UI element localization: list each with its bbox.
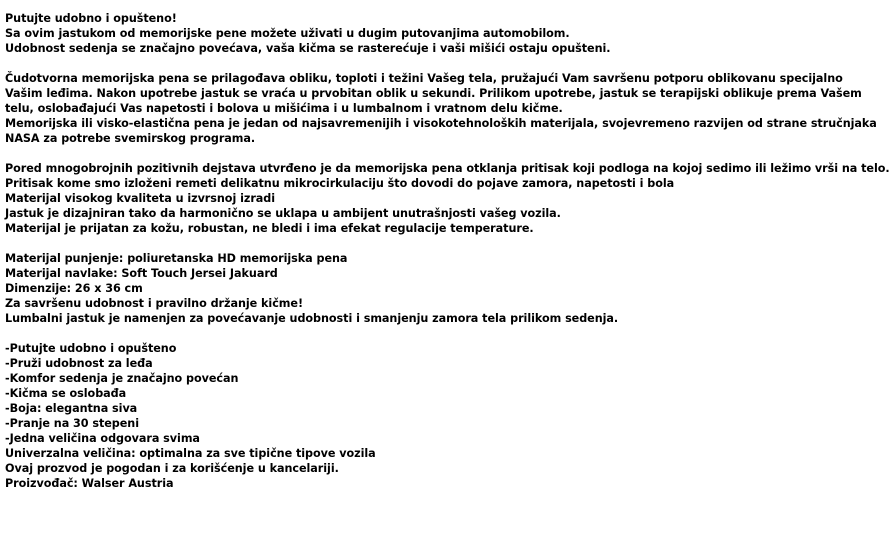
text-line: Putujte udobno i opušteno! [5, 12, 177, 25]
text-line: Materijal je prijatan za kožu, robustan, ne bledi i ima efekat regulacije temperature. [5, 222, 534, 235]
text-line: Memorijska ili visko-elastična pena je jedan od najsavremenijih i visokotehnoloških materijala, svojevremeno razvijen od strane stručnjaka [5, 117, 877, 130]
text-line: Sa ovim jastukom od memorijske pene možete uživati u dugim putovanjima automobilom. [5, 27, 570, 40]
list-item: -Jedna veličina odgovara svima [5, 432, 200, 445]
text-line: Materijal navlake: Soft Touch Jersei Jakuard [5, 267, 278, 280]
text-line: Ovaj prozvod je pogodan i za korišćenje u kancelariji. [5, 462, 339, 475]
text-line: Za savršenu udobnost i pravilno držanje kičme! [5, 297, 303, 310]
text-line: Pritisak kome smo izloženi remeti delikatnu mikrocirkulaciju što dovodi do pojave zamora, napetosti i bola [5, 177, 675, 190]
product-description [5, 11, 890, 491]
list-item: -Pruži udobnost za leđa [5, 357, 153, 370]
text-line: Materijal punjenje: poliuretanska HD memorijska pena [5, 252, 348, 265]
text-line: Lumbalni jastuk je namenjen za povećavanje udobnosti i smanjenju zamora tela prilikom sedenja. [5, 312, 619, 325]
text-line: Vašim leđima. Nakon upotrebe jastuk se vraća u prvobitan oblik u sekundi. Prilikom upotrebe, jastuk se terapijski oblikuje prema Vašem [5, 87, 862, 100]
text-line: NASA za potrebe svemirskog programa. [5, 132, 256, 145]
text-line: Čudotvorna memorijska pena se prilagođava obliku, toploti i težini Vašeg tela, pružajući Vam savršenu potporu oblikovanu specijalno [5, 72, 843, 85]
text-line: telu, oslobađajući Vas napetosti i bolova u mišićima i u lumbalnom i vratnom delu kičme. [5, 102, 563, 115]
text-line: Udobnost sedenja se značajno povećava, vaša kičma se rasterećuje i vaši mišići ostaju opušteni. [5, 42, 611, 55]
intro-paragraph [5, 11, 797, 56]
list-item: -Pranje na 30 stepeni [5, 417, 140, 430]
features-list [5, 341, 797, 491]
memory-foam-paragraph [5, 71, 877, 146]
list-item: -Kičma se oslobađa [5, 387, 127, 400]
text-line: Jastuk je dizajniran tako da harmonično se uklapa u ambijent unutrašnjosti vašeg vozila. [5, 207, 561, 220]
text-line: Materijal visokog kvaliteta u izvrsnoj izradi [5, 192, 276, 205]
benefits-paragraph [5, 161, 890, 236]
list-item: -Komfor sedenja je značajno povećan [5, 372, 239, 385]
text-line: Univerzalna veličina: optimalna za sve tipične tipove vozila [5, 447, 376, 460]
manufacturer-line: Proizvođač: Walser Austria [5, 477, 174, 490]
text-line: Pored mnogobrojnih pozitivnih dejstava utvrđeno je da memorijska pena otklanja pritisak koji podloga na kojoj sedimo ili ležimo vrši na telo. [5, 162, 890, 175]
list-item: -Boja: elegantna siva [5, 402, 138, 415]
list-item: -Putujte udobno i opušteno [5, 342, 177, 355]
specifications-paragraph [5, 251, 797, 326]
text-line: Dimenzije: 26 x 36 cm [5, 282, 143, 295]
